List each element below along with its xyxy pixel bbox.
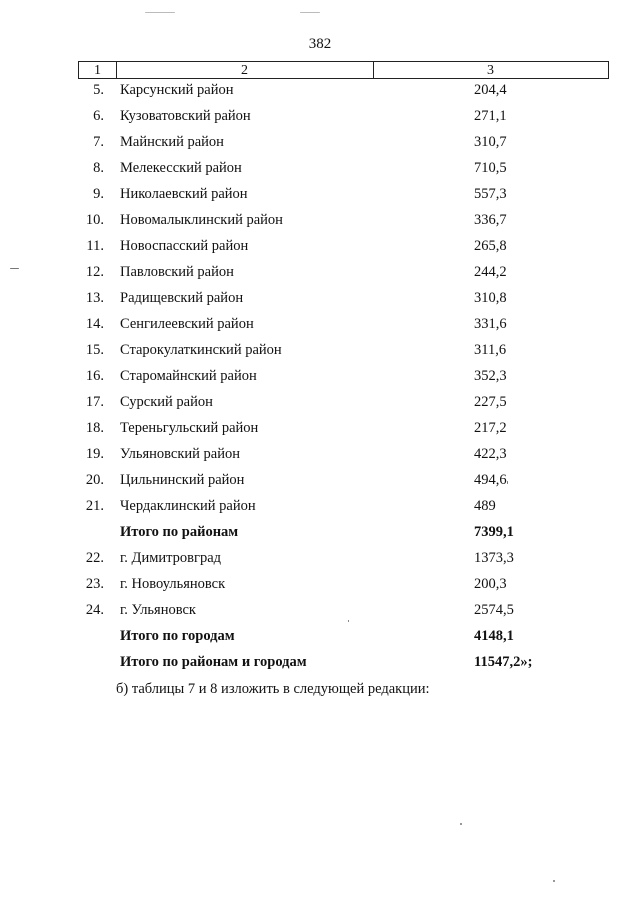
row-name: Новомалыклинский район [120,212,283,228]
row-name: Цильнинский район [120,472,245,488]
table-row [0,157,640,183]
row-name: Итого по районам [120,524,239,540]
row-number: 11. [86,238,104,254]
row-number: 22. [85,550,104,566]
row-number: 24. [85,602,104,618]
table-row [0,365,640,391]
table-row [0,183,640,209]
table-row [0,573,640,599]
row-name: Карсунский район [120,82,234,98]
header-col-2: 2 [116,62,374,78]
row-name: Майнский район [120,134,224,150]
scan-speck [553,880,555,882]
page-number: 382 [308,36,332,52]
scan-speck [10,268,19,269]
row-name: Павловский район [120,264,234,280]
table-body [0,79,640,677]
row-value: 204,4 [474,82,507,98]
row-value: 311,6 [474,342,507,358]
table-row [0,495,640,521]
header-col-1: 1 [79,62,117,78]
scan-speck [145,12,175,13]
table-row [0,391,640,417]
table-row [0,209,640,235]
row-number: 17. [85,394,104,410]
row-value: 200,3 [474,576,507,592]
row-value: 11547,2»; [474,654,533,670]
row-name: Ульяновский район [120,446,241,462]
row-number: 15. [85,342,104,358]
subtotal-row-cities [0,625,640,651]
row-name: г. Новоульяновск [120,576,226,592]
table-header [78,61,609,79]
table-row [0,339,640,365]
row-number: 9. [93,186,104,202]
row-name: Итого по городам [120,628,235,644]
row-value: 265,8 [474,238,507,254]
row-name: Чердаклинский район [120,498,256,514]
row-name: Мелекесский район [120,160,242,176]
table-row [0,417,640,443]
row-value: 244,2 [474,264,507,280]
row-value: 331,6 [474,316,507,332]
table-row [0,547,640,573]
row-value: 217,2 [474,420,507,436]
table-row [0,235,640,261]
row-value: 557,3 [474,186,507,202]
scan-speck [460,823,462,825]
table-row [0,469,640,495]
scan-speck [300,12,320,13]
table-row [0,261,640,287]
header-col-3: 3 [487,63,494,78]
grand-total-row [0,651,640,677]
row-name: Николаевский район [120,186,248,202]
row-value: 7399,1 [474,524,514,540]
row-number: 16. [85,368,104,384]
row-number: 18. [85,420,104,436]
row-name: Радищевский район [120,290,244,306]
table-row [0,79,640,105]
row-value: 310,8 [474,290,507,306]
row-value: 4148,1 [474,628,514,644]
row-value: 710,5 [474,160,507,176]
row-value: 310,7 [474,134,507,150]
row-name: Сенгилеевский район [120,316,254,332]
row-number: 21. [85,498,104,514]
row-value: 336,7 [474,212,507,228]
row-name: Итого по районам и городам [120,654,307,670]
row-name: г. Ульяновск [120,602,196,618]
table-row [0,599,640,625]
subtotal-row-districts [0,521,640,547]
row-name: Новоспасский район [120,238,249,254]
row-name: Сурский район [120,394,213,410]
row-number: 20. [85,472,104,488]
table-row [0,131,640,157]
row-number: 5. [93,82,104,98]
row-number: 13. [85,290,104,306]
row-value: 2574,5 [474,602,514,618]
row-number: 6. [93,108,104,124]
row-value: 422,3 [474,446,507,462]
row-name: Кузоватовский район [120,108,251,124]
scan-speck [507,481,508,484]
row-value: 494,6 [474,472,507,488]
row-name: Тереньгульский район [120,420,259,436]
table-row [0,287,640,313]
row-number: 10. [85,212,104,228]
table-row [0,443,640,469]
row-value: 271,1 [474,108,507,124]
row-number: 12. [85,264,104,280]
row-number: 23. [85,576,104,592]
scan-speck [348,620,349,622]
row-name: Старокулаткинский район [120,342,282,358]
row-value: 227,5 [474,394,507,410]
table-row [0,105,640,131]
table-row [0,313,640,339]
row-value: 489 [474,498,496,514]
row-number: 8. [93,160,104,176]
row-number: 19. [85,446,104,462]
row-number: 7. [93,134,104,150]
row-name: Старомайнский район [120,368,257,384]
row-value: 352,3 [474,368,507,384]
amendment-text: б) таблицы 7 и 8 изложить в следующей редакции: [116,681,430,697]
row-number: 14. [85,316,104,332]
row-value: 1373,3 [474,550,514,566]
row-name: г. Димитровград [120,550,222,566]
